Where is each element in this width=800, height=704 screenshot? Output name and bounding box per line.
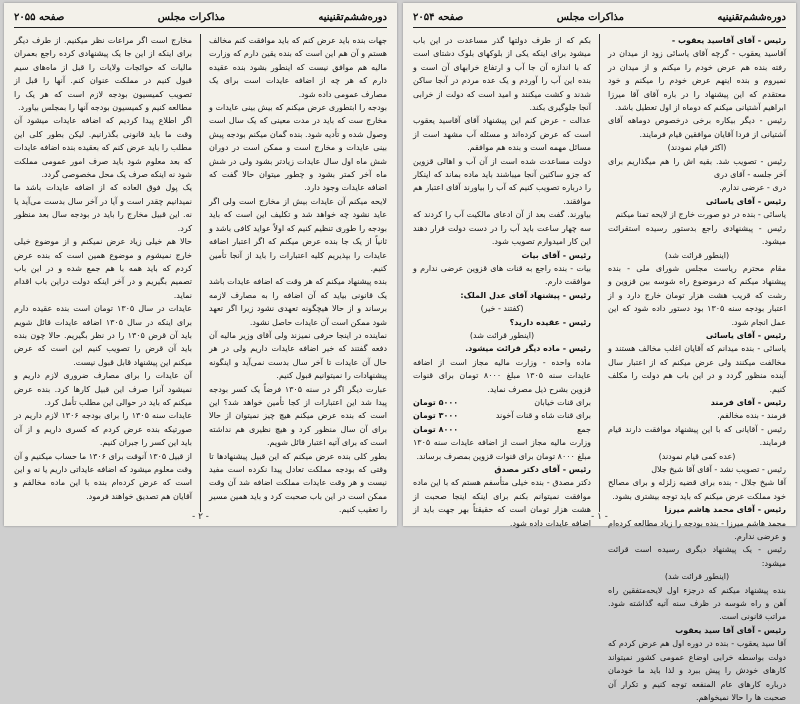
- text-column-right: [608, 34, 786, 702]
- paragraph: رئیس - تصویب شد. بقیه اش را هم میگذاریم برای آخر جلسه - آقای دری: [608, 156, 786, 180]
- speaker-line: رئیس - آقای بیات: [521, 250, 591, 260]
- funding-label: برای قنات شاه و قنات آخوند: [495, 411, 591, 421]
- page-columns: [413, 34, 786, 702]
- column-divider: [599, 34, 600, 512]
- funding-label: برای قنات خیابان: [534, 397, 591, 407]
- paragraph: عدالت - عرض کنم این پیشنهاد آقای آقاسید یعقوب است که عرض کرده‌اند و مسئله آب مشهد است از مسائل مهمه است و بنده هم موافقم.: [413, 116, 591, 153]
- paragraph: دولت مساعدت شده است از آن آب و اهالی قزوین که جزو ساکنین آنجا میباشند باید ماده بماند که اینکار را درباره تصویب کنیم که آب را بیاورند آقای اعتبار هم موافقند.: [413, 156, 591, 206]
- paragraph: رئیس - تصویب نشد - آقای آقا شیخ جلال: [651, 465, 786, 474]
- speaker-line: رئیس - آقای یاسائی: [705, 196, 786, 206]
- funding-total-row: [413, 423, 591, 436]
- page-header: [413, 9, 786, 28]
- paragraph: رئیس - دیگر بیکاره برخی درخصوص دوماهه آقای آشتیانی از فردا آقایان موافقین قیام فرمایند.: [608, 116, 786, 139]
- paragraph: لایحه میکنم آن عایدات بیش از مخارج است ولی اگر عاید نشود چه خواهد شد و تکلیف این است که باید بودجه را طوری تنظیم کنیم که اولاً عواید کافی باشد و ثانیاً از یک جا بنده عرض میکنم که اگر اعتبار اضافه عایدات را بپذیریم کلیه اعتبارات را باید از آنجا تأمین کنیم.: [209, 196, 387, 273]
- header-session: دوره‌ششم‌تقنینیه: [318, 11, 387, 23]
- paragraph: یاسائی - بنده در دو صورت خارج از لایحه تمنا میکنم: [615, 210, 786, 220]
- paragraph: اگر اطلاع پیدا کردیم که اضافه عایدات میشود آن وقت ما باید قانونی بگذرانیم. لیکن بطور کلی این مطلب را باید عرض کنم که بعقیده بنده اضافه عایدات که بعد معلوم شود باید صرف امور عمومی مملکت شود نه اینکه صرف یک محل مخصوصی گردد.: [14, 116, 192, 180]
- paragraph: بکم که از طرف دولتها گذر مساعدت در این باب میشود برای اینکه یکی از بلوکهای بلوک دشتای است که با اندازه آن جا آب و ارتفاع خرابهای آن است و بنده این آب را آوردم و یک عده مردم در آنجا ساکن شدند و کشت میکنند و امید است که دولت از خرابی آنجا جلوگیری بکند.: [413, 36, 591, 113]
- text-column-right: [209, 34, 387, 515]
- page-2055: [4, 3, 397, 526]
- paragraph: جهات بنده باید عرض کنم که باید موافقت کنم مخالف هستم و آن هم این است که بنده یقین دارم که وزارت مالیه هم موافق نیست که اینطور بشود بنده عقیده دارم که هر چه از اضافه عایدات است برای یک مصارف عمومی داده شود.: [209, 36, 387, 99]
- document-spread: [4, 3, 796, 702]
- page-2054: [403, 3, 796, 702]
- speaker-line: رئیس - پیشنهاد آقای عدل الملک:: [460, 290, 591, 300]
- paragraph: مقام محترم ریاست مجلس شورای ملی - بنده پیشنهاد میکنم که درموضوع راه شوسه بین قزوین و رشت که قریب هشت هزار تومان خارج دارد و از اعتبار بودجه سنه ۱۳۰۵ بود دستور داده شود که این عمل انجام شود.: [608, 263, 786, 327]
- paragraph: بیاورند. گفت بعد از آن ادعای مالکیت آب را کردند که سه چهار ساعت باید آب را در دست دولت قرار دهند این کار امیدوارم تصویب شود.: [413, 210, 591, 247]
- paragraph: یاسائی - بنده میدانم که آقایان اغلب مخالف هستند و مخالفت میکنند ولی عرض میکنم که از اعتبار سال آینده منظور گردد و در این باب هم دولت را مکلف کنیم.: [608, 344, 786, 394]
- page-folio: - ۱ -: [591, 512, 608, 522]
- paragraph: رئیس - یک پیشنهاد دیگری رسیده است قرائت میشود:: [608, 545, 786, 568]
- stage-direction: (اینطور قرائت شد): [469, 330, 535, 340]
- paragraph: نماینده در اینجا حرفی نمیزند ولی آقای وزیر مالیه آن دفعه گفتند که خیر اضافه عایدات داریم ولی در هر حال آن عایدات تا آخر سال بدست نمی‌آید و اینگونه پیشنهادات را نمیتوانیم قبول کنیم.: [209, 330, 387, 381]
- header-page-number: صفحه ۲۰۵۵: [14, 11, 65, 23]
- paragraph: از قبیل ۱۳۰۵ آنوقت برای ۱۳۰۶ ما حساب میکنیم و آن وقت معلوم میشود که اضافه عایداتی داریم یا نه و این است که عرض کرده‌ام بنده با این ماده مخالفم و آقایان هم تصدیق خواهند فرمود.: [14, 451, 192, 501]
- paragraph: عایدات در سال ۱۳۰۵ تومان است بنده عقیده دارم برای اینکه در سال ۱۳۰۵ اضافه عایدات قائل شویم باید آن قرض ۱۳۰۵ را در نظر بگیریم. حالا چون بنده باید آن قرض را تصویب کنیم این است که عرض میکنم این پیشنهاد قابل قبول نیست.: [14, 304, 192, 367]
- paragraph: عایدات سنه ۱۳۰۵ را برای بودجه ۱۳۰۶ لازم داریم در صورتیکه بنده عرض کردم که کسری داریم و از آن باید این کسر را جبران کنیم.: [14, 411, 192, 448]
- speaker-line: رئیس - آقای محمد هاشم میرزا: [664, 505, 786, 515]
- paragraph: بودجه را ابتطوری عرض میکنم که بیش بینی عایدات و مخارج ست که باید در مدت معینی که یک سال است وصول شده و تأدیه شود. بنده گمان میکنم بودجه پیش بینی عایدات و مخارج است و ممکن است در دوران شش ماه اول سال عایدات زیادتر بشود ولی در شش ماه آخر کمتر بشود و چطور میتوان حالا گفت که اضافه عایدات وجود دارد.: [209, 103, 387, 193]
- paragraph: بطور کلی بنده عرض میکنم که این قبیل پیشنهادها تا وقتی که بودجه مملکت تعادل پیدا نکرده است مفید نیست و هر وقت عایدات مملکت اضافه شد آن وقت ممکن است در این باب صحبت کرد و باید همین مسیر را تعقیب کنیم.: [209, 451, 387, 515]
- header-title: مذاکرات مجلس: [157, 11, 225, 23]
- stage-direction: (کفتند - خیر): [480, 304, 524, 314]
- funding-row: [413, 409, 591, 422]
- paragraph: ماده واحده - وزارت مالیه مجاز است از اضافه عایدات سنه ۱۳۰۵ مبلغ ۸۰۰۰ تومان برای قنوات قزوین بشرح ذیل مصرف نماید.: [413, 357, 591, 394]
- speaker-line: رئیس - آقای دکتر مصدق: [494, 465, 591, 474]
- paragraph: رئیس - آقایانی که با این پیشنهاد موافقت دارند قیام فرمایند.: [608, 424, 786, 448]
- stage-direction: (اکثر قیام نمودند): [667, 143, 727, 153]
- paragraph: یک پول فوق العاده که از اضافه عایدات باشد ما نمیدانیم چقدر است و آیا در آخر سال بدست می‌آید یا نه. این قبیل مخارج را باید در بودجه سال بعد منظور کرد.: [14, 183, 192, 233]
- speaker-line: رئیس - آقای آقا سید یعقوب: [675, 625, 786, 635]
- header-page-number: صفحه ۲۰۵۴: [413, 11, 464, 23]
- paragraph: فرمند - بنده مخالفم.: [717, 411, 786, 421]
- speaker-line: رئیس - آقای فرمند: [710, 397, 786, 407]
- paragraph: بنده پیشنهاد میکنم که هر وقت که اضافه عایدات باشد یک قانونی بیاید که آن اضافه را به مصارف لازمه برساند و از حالا هیچگونه تعهدی نشود زیرا اگر تعهد شود ممکن است آن عایدات حاصل نشود.: [209, 277, 387, 327]
- stage-direction: (اینطور قرائت شد): [664, 572, 730, 582]
- page-folio: - ۲ -: [192, 512, 209, 522]
- header-title: مذاکرات مجلس: [556, 11, 624, 23]
- paragraph: بیات - بنده راجع به قنات های قزوین عرضی ندارم و موافقت دارم.: [413, 263, 591, 287]
- funding-amount: ۵۰۰۰ تومان: [413, 397, 459, 407]
- stage-direction: (عده کمی قیام نمودند): [658, 451, 736, 461]
- paragraph: رئیس - پیشنهادی راجع بدستور رسیده استقرائت میشود.: [608, 223, 786, 247]
- paragraph: حالا هم خیلی زیاد عرض نمیکنم و از موضوع خیلی خارج نمیشوم و موضوع همین است که بنده عرض کردم که باید همه با هم جمع شده و در این باب تصمیم بگیریم و در آخر اینکه دولت دراین باب اقدام نماید.: [14, 237, 192, 300]
- header-session: دوره‌ششم‌تقنینیه: [717, 11, 786, 23]
- speaker-line: رئیس - آقای آقاسید یعقوب -: [671, 36, 786, 45]
- speaker-line: رئیس - آقای یاسائی: [705, 330, 786, 340]
- paragraph: آن عایدات را برای مصارف ضروری لازم داریم و نمیشود آنرا صرف این قبیل کارها کرد. بنده عرض میکنم که باید در حوالی این مطلب تأمل کرد.: [14, 371, 192, 407]
- paragraph: آقاسید یعقوب - گرچه آقای یاسائی زود از میدان در رفته بنده هم عرض خودم را میکنم و از میدان در نمیروم و بنده اینهم عرض خودم را میکنم و خود معتقدم که این پیشنهاد را در باره آقای آقا میرزا ابراهیم آشتیانی میکنم که دوماه از اول تعطیل باشد.: [608, 49, 786, 113]
- text-column-left: [14, 34, 192, 512]
- funding-total-label: جمع: [577, 424, 591, 434]
- paragraph: دری - عرضی ندارم.: [719, 183, 786, 193]
- page-header: [14, 9, 387, 28]
- page-columns: [14, 34, 387, 515]
- paragraph: مخارج است اگر مراعات نظر میکنیم. از طرف دیگر برای اینکه از این جا یک پیشنهادی کرده راجع بعمران مالیات که حوائجات ولایات را قبل از ماه‌های سیم قبول کنیم در مملکت عنوان کنم. آنها را قبل از تصویب کمیسیون بودجه لازم است که هر یک را مطالعه کنیم و کمیسیون بودجه آنها را بمجلس بیاورد.: [14, 36, 192, 113]
- paragraph: عبارت دیگر اگر در سنه ۱۳۰۵ فرضاً یک کسر بودجه پیدا شد این اعتبارات از کجا تأمین خواهد شد؟ این است که بنده عرض میکنم هیچ چیز نمیتوان از حالا برای آن سال منظور کرد و هیچ نظیری هم نداشته است که برای آتیه اعتبار قائل شویم.: [209, 384, 387, 448]
- speaker-line: رئیس - ماده دیگر قرائت میشود.: [465, 344, 591, 354]
- column-divider: [200, 34, 201, 512]
- paragraph: وزارت مالیه مجاز است از اضافه عایدات سنه ۱۳۰۵ مبلغ ۸۰۰۰ تومان برای قنوات قزوین بمصرف برساند.: [413, 438, 591, 461]
- funding-total-amount: ۸۰۰۰ تومان: [413, 424, 459, 434]
- paragraph: بنده پیشنهاد میکنم که درجزء اول لایحه‌متفقین راه آهن و راه شوسه در ظرف سنه آتیه گذاشته شود. مراتب قانونی است.: [608, 585, 786, 622]
- paragraph: محمد هاشم میرزا - بنده بودجه را زیاد مطالعه کرده‌ام و عرضی ندارم.: [608, 518, 786, 542]
- paragraph: دکتر مصدق - بنده خیلی متأسفم هستم که با این ماده موافقت نمیتوانم بکنم برای اینکه اینجا صحبت از هشت هزار تومان است که حقیقتاً بهر جهت باید از اضافه عایدات داده شود.: [413, 478, 591, 528]
- text-column-left: [413, 34, 591, 528]
- paragraph: آقا شیخ جلال - بنده برای قضیه زلزله و برای مصالح خود مملکت عرض میکنم که باید توجه بیشتری بشود.: [608, 478, 786, 501]
- stage-direction: (اینطور قرائت شد): [664, 250, 730, 260]
- funding-amount: ۳۰۰۰ تومان: [413, 411, 459, 421]
- speaker-line: رئیس - عقیده دارید؟: [509, 317, 591, 327]
- paragraph: آقا سید یعقوب - بنده در دوره اول هم عرض کردم که دولت بواسطه خرابی اوضاع عمومی کشور نمیتواند کارهای خودش را پیش ببرد و لذا باید ما خودمان درباره کارهای عام المنفعه توجه کنیم و تکرار آن صحبت ها را حالا نمیخواهم.: [608, 639, 786, 702]
- funding-row: [413, 396, 591, 409]
